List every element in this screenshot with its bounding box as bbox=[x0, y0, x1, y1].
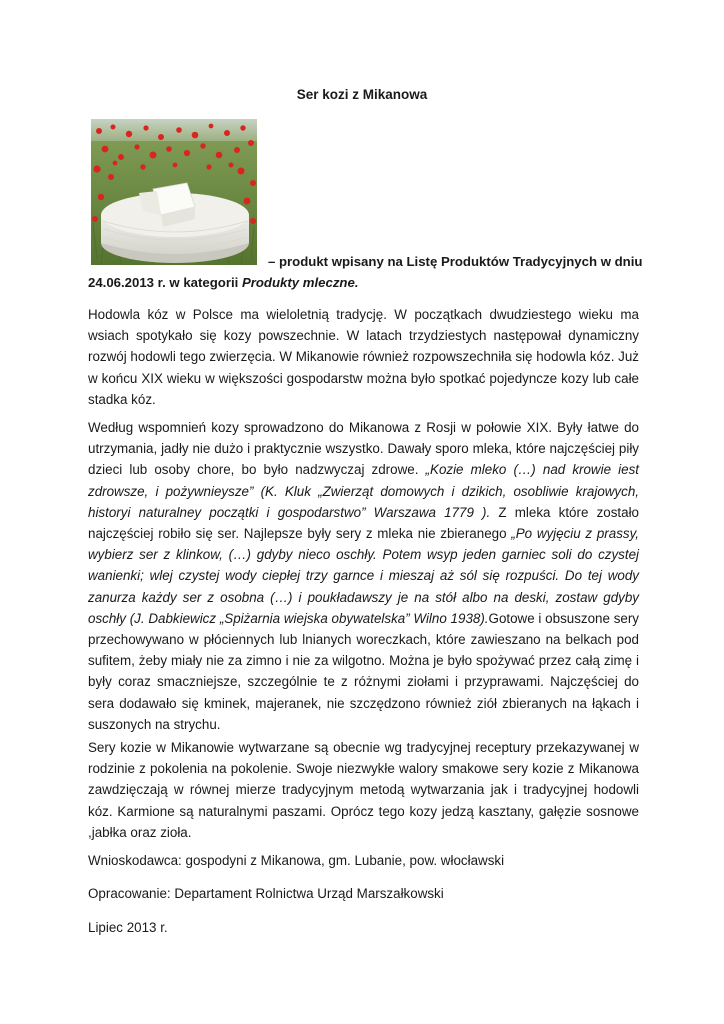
product-registration-line-2 bbox=[88, 275, 358, 290]
product-category: Produkty mleczne. bbox=[241, 275, 359, 290]
tradition-text-2: Z mleka które zostało najczęściej robiło się ser. Najlepsze były sery z mleka nie zbieranego bbox=[88, 504, 639, 542]
document-date: Lipiec 2013 r. bbox=[88, 920, 168, 935]
registration-date-text: 24.06.2013 r. w kategorii bbox=[88, 275, 242, 290]
history-paragraph: Hodowla kóz w Polsce ma wieloletnią tradycję. W początkach dwudziestego wieku ma wsiach spotykało się kozy powszechnie. W latach trzydziestych następował dynamiczny rozwój hodowli tego zwierzęcia. W Mikanowie również rozpowszechniła się hodowla kóz. Już w końcu XIX wieku w większości gospodarstw można było spotkać pojedyncze kozy lub całe stadka kóz. bbox=[88, 307, 639, 407]
applicant-line: Wnioskodawca: gospodyni z Mikanowa, gm. Lubanie, pow. włocławski bbox=[88, 853, 505, 868]
page-title: Ser kozi z Mikanowa bbox=[296, 87, 428, 102]
prepared-by-line: Opracowanie: Departament Rolnictwa Urząd Marszałkowski bbox=[88, 886, 444, 901]
tradition-text-3: Gotowe i obsuszone sery przechowywano w płóciennych lub lnianych woreczkach, które zawieszano na belkach pod sufitem, żeby miały nie za zimno i nie za wilgotno. Można je było spożywać przez całą zimę i były coraz smaczniejsze, szczególnie te z różnymi ziołami i przyprawami. Najczęściej do sera dodawało się kminek, majeranek, nie szczędzono również ziół zbieranych na łąkach i suszonych na strychu. bbox=[88, 610, 639, 732]
cheese-photo bbox=[91, 119, 257, 265]
kluk-quote: „Kozie mleko (…) nad krowie iest zdrowsze, i pożywnieysze” (K. Kluk „Zwierząt domowych i dzikich, osobliwie krajowych, historyi naturalney początki i gospodarstwo” Warszawa 1779 ). bbox=[88, 462, 639, 520]
tradition-text-1: Według wspomnień kozy sprowadzono do Mikanowa z Rosji w połowie XIX. Były łatwe do utrzymania, jadły nie dużo i praktycznie wszystko. Dawały sporo mleka, które najczęściej piły dzieci lub osoby chore, bo było nadzwyczaj zdrowe. bbox=[88, 420, 639, 478]
product-registration-line-1: – produkt wpisany na Listę Produktów Tradycyjnych w dniu bbox=[268, 254, 643, 269]
production-paragraph: Sery kozie w Mikanowie wytwarzane są obecnie wg tradycyjnej receptury przekazywanej w rodzinie z pokolenia na pokolenie. Swoje niezwykłe walory smakowe sery kozie z Mikanowa zawdzięczają w równej mierze tradycyjnym metodą wytwarzania jak i tradycyjnej hodowli kóz. Karmione są naturalnymi paszami. Oprócz tego kozy jedzą kasztany, gałęzie sosnowe ,jabłka oraz zioła. bbox=[88, 740, 639, 840]
dabkiewicz-quote: „Po wyjęciu z prassy, wybierz ser z klinkow, (…) gdyby nieco oschły. Potem wsyp jeden garniec soli do czystej wanienki; wlej czystej wody ciepłej trzy garnce i mieszaj aż sól się rozpuści. Do tej wody zanurza każdy ser z osobna (…) i poukładawszy je na stół albo na deski, zostaw gdyby oschły (J. Dabkiewicz „Spiżarnia wiejska obywatelska” Wilno 1938). bbox=[88, 526, 640, 626]
tradition-paragraph bbox=[88, 417, 639, 735]
